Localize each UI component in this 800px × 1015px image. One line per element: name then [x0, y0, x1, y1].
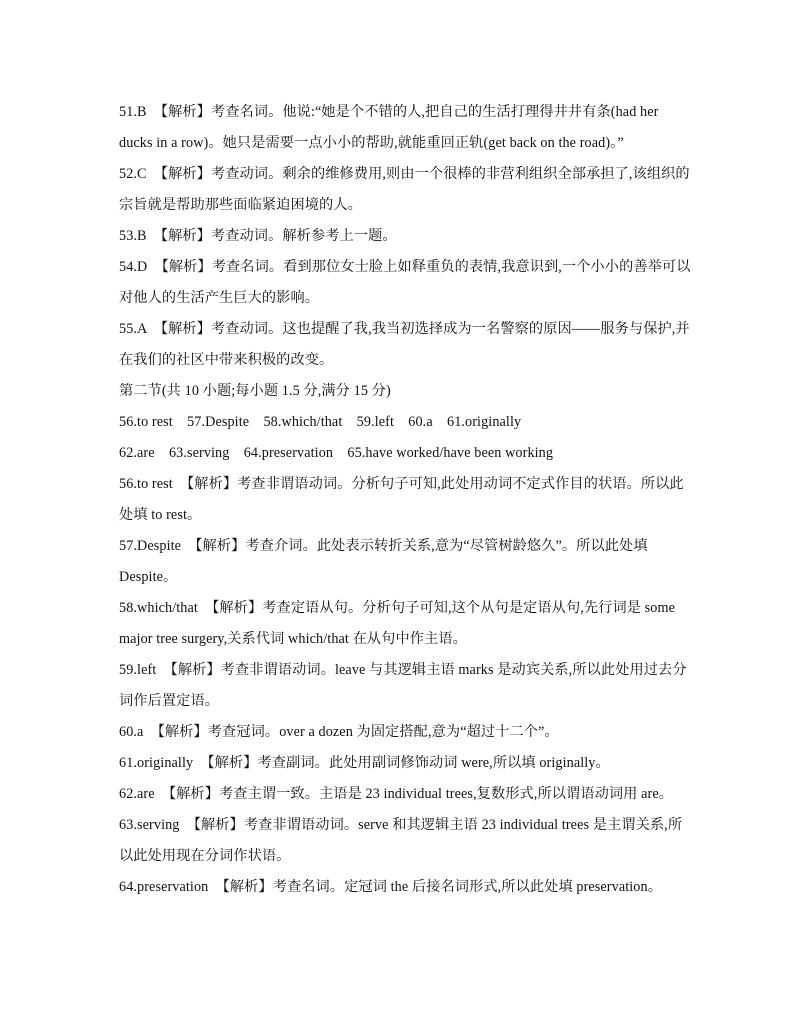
text-line: Despite。 [119, 569, 178, 585]
text-line: 以此处用现在分词作状语。 [119, 848, 291, 864]
text-line: 59.left 【解析】考查非谓语动词。leave 与其逻辑主语 marks 是动宾关系,所以此处用过去分 [119, 662, 687, 678]
text-line: 56.to rest 【解析】考查非谓语动词。分析句子可知,此处用动词不定式作目的状语。所以此 [119, 476, 684, 492]
text-line: 61.originally 【解析】考查副词。此处用副词修饰动词 were,所以填 originally。 [119, 755, 610, 771]
section-heading: 第二节(共 10 小题;每小题 1.5 分,满分 15 分) [119, 383, 391, 399]
text-line: 54.D 【解析】考查名词。看到那位女士脸上如释重负的表情,我意识到,一个小小的善举可以 [119, 259, 691, 275]
text-line: major tree surgery,关系代词 which/that 在从句中作主语。 [119, 631, 467, 647]
text-line: 62.are 【解析】考查主谓一致。主语是 23 individual trees,复数形式,所以谓语动词用 are。 [119, 786, 674, 802]
text-line: 53.B 【解析】考查动词。解析参考上一题。 [119, 228, 397, 244]
text-line: 处填 to rest。 [119, 507, 202, 523]
text-line: 63.serving 【解析】考查非谓语动词。serve 和其逻辑主语 23 individual trees 是主谓关系,所 [119, 817, 683, 833]
answer-key-line: 56.to rest 57.Despite 58.which/that 59.left 60.a 61.originally [119, 414, 522, 430]
text-line: 52.C 【解析】考查动词。剩余的维修费用,则由一个很棒的非营利组织全部承担了,该组织的 [119, 166, 690, 182]
text-line: 60.a 【解析】考查冠词。over a dozen 为固定搭配,意为“超过十二个”。 [119, 724, 559, 740]
text-line: 宗旨就是帮助那些面临紧迫困境的人。 [119, 197, 362, 213]
text-line: 55.A 【解析】考查动词。这也提醒了我,我当初选择成为一名警察的原因——服务与保护,并 [119, 321, 690, 337]
text-line: ducks in a row)。她只是需要一点小小的帮助,就能重回正轨(get back on the road)。” [119, 135, 624, 151]
text-line: 58.which/that 【解析】考查定语从句。分析句子可知,这个从句是定语从句,先行词是 some [119, 600, 676, 616]
answer-explanation-page [119, 97, 689, 903]
text-line: 51.B 【解析】考查名词。他说:“她是个不错的人,把自己的生活打理得井井有条(had her [119, 104, 659, 120]
text-line: 57.Despite 【解析】考查介词。此处表示转折关系,意为“尽管树龄悠久”。所以此处填 [119, 538, 648, 554]
text-line: 在我们的社区中带来积极的改变。 [119, 352, 334, 368]
answer-key-line: 62.are 63.serving 64.preservation 65.have worked/have been working [119, 445, 554, 461]
text-line: 对他人的生活产生巨大的影响。 [119, 290, 320, 306]
text-line: 词作后置定语。 [119, 693, 220, 709]
text-line: 64.preservation 【解析】考查名词。定冠词 the 后接名词形式,所以此处填 preservation。 [119, 879, 662, 895]
